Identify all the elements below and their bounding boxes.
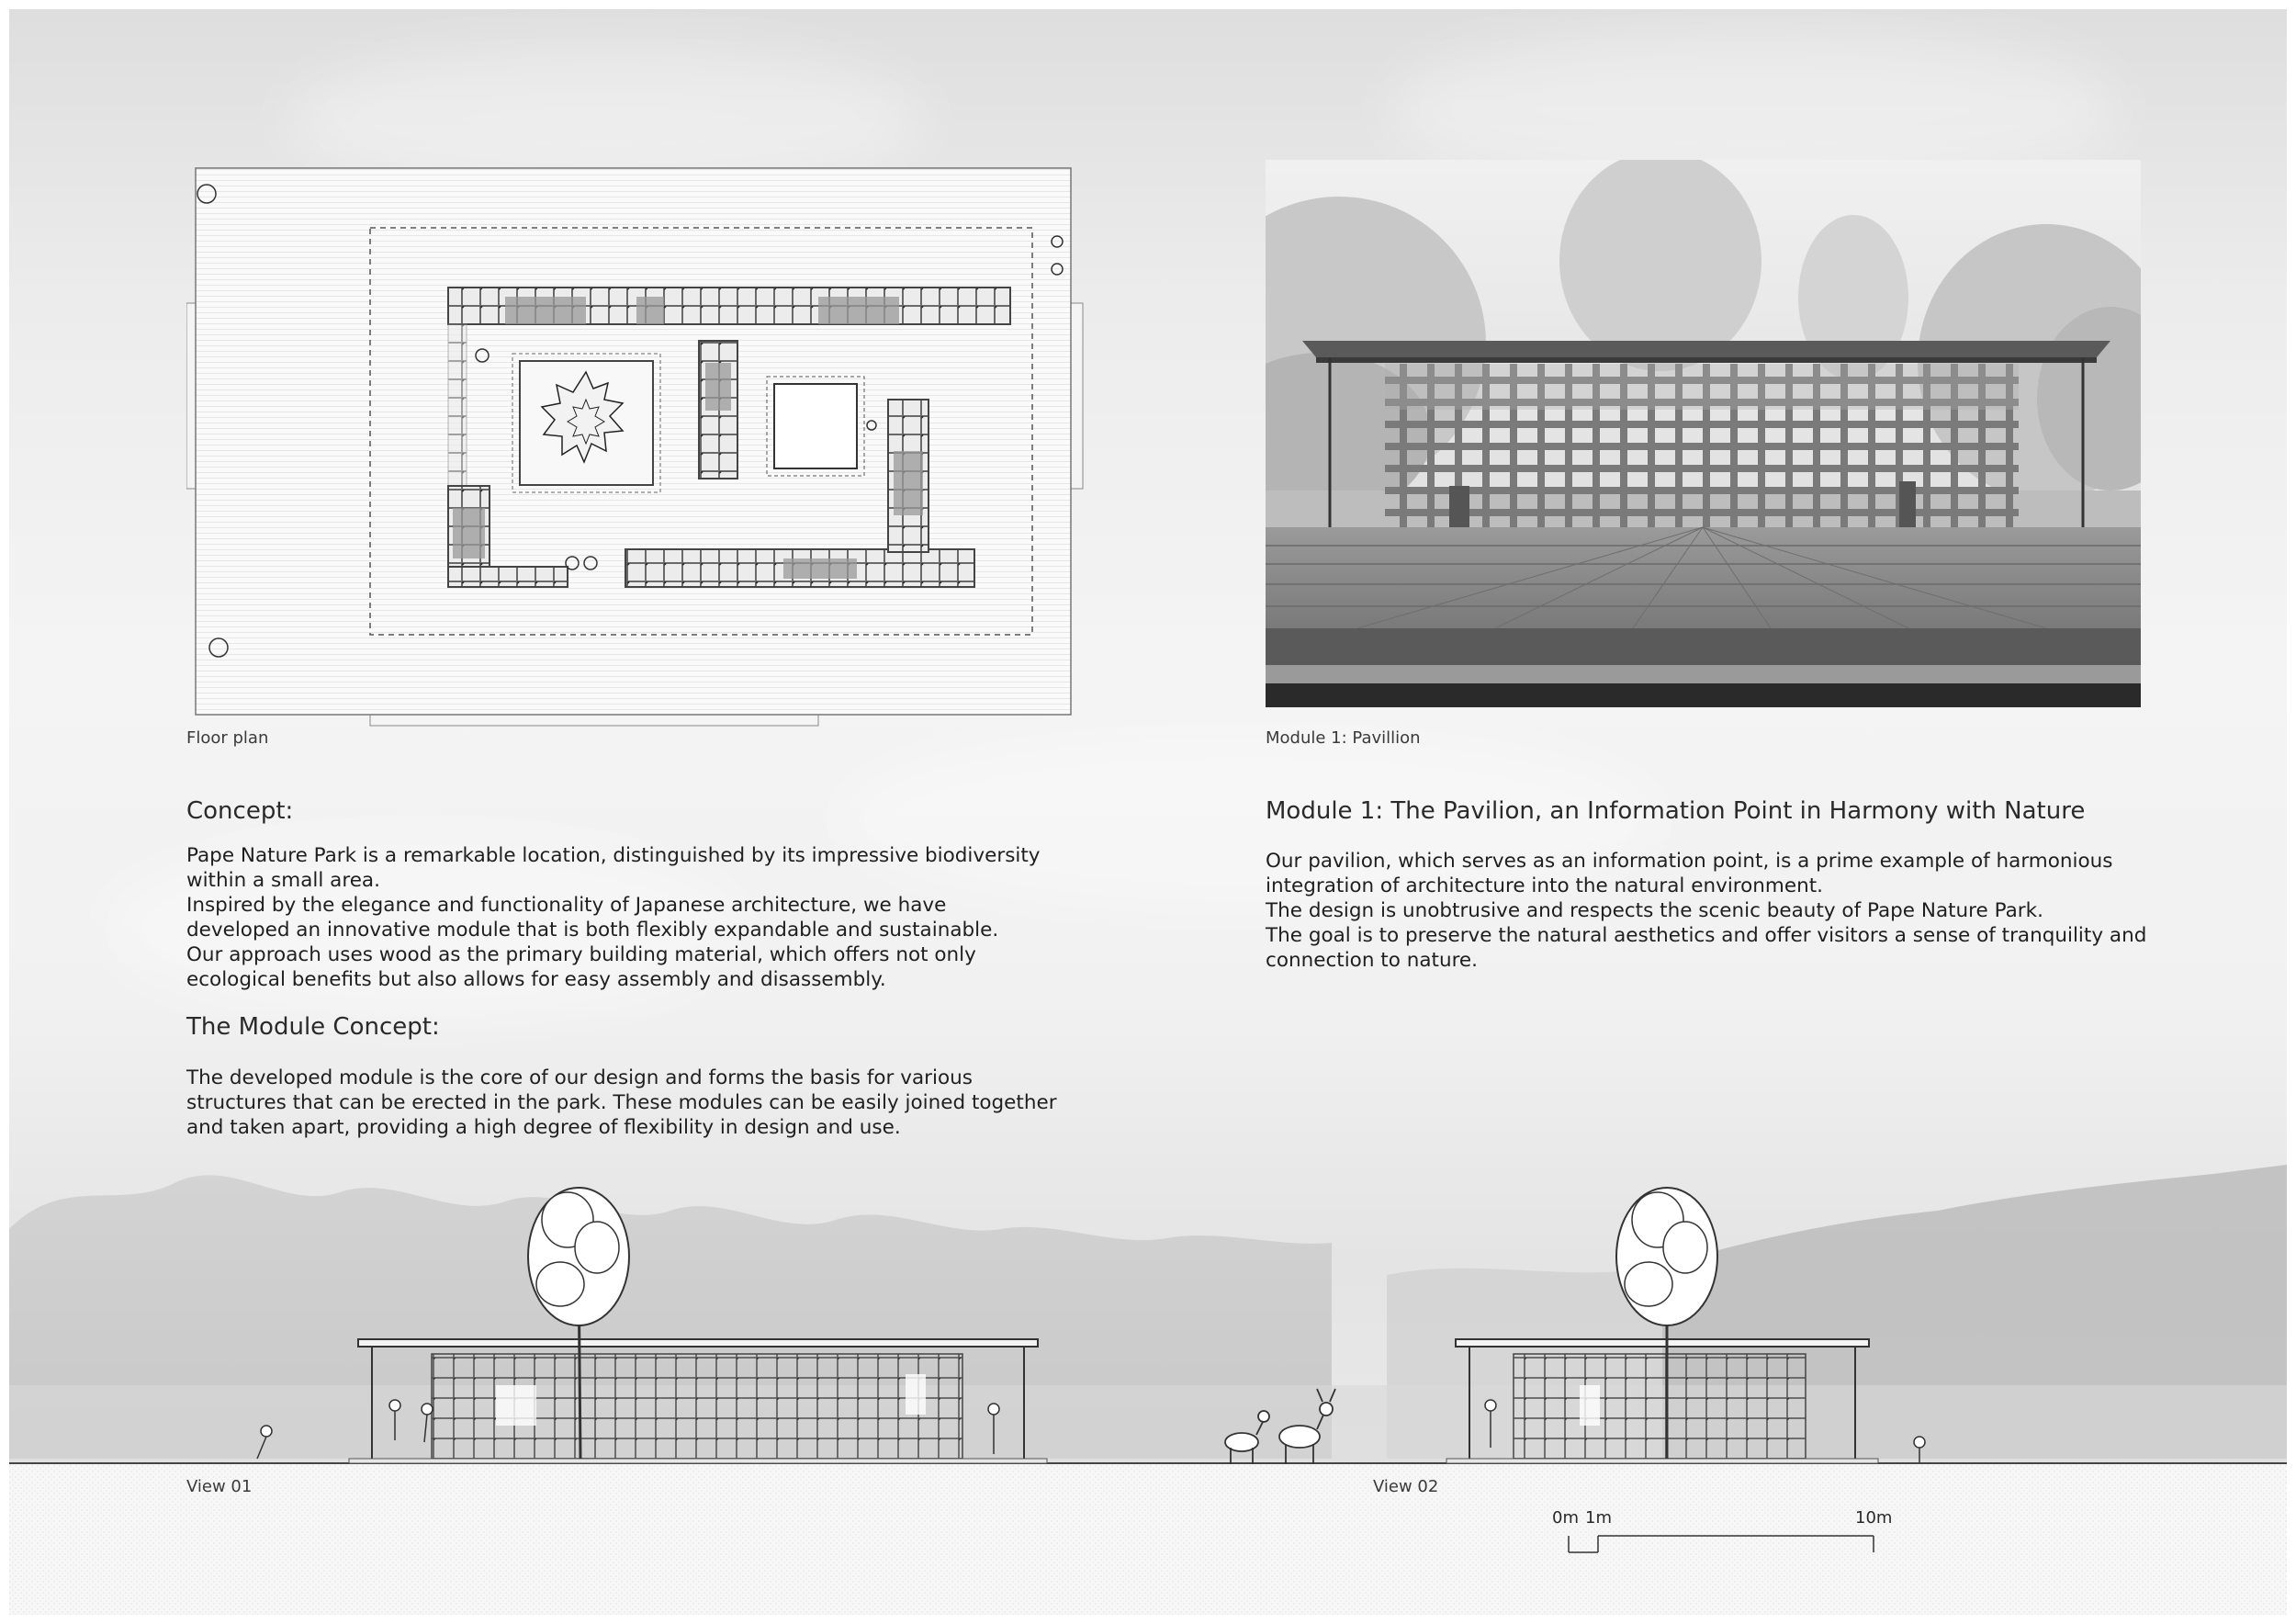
- module-concept-paragraph: [186, 1066, 1057, 1140]
- render-caption: Module 1: Pavillion: [1266, 728, 1421, 748]
- module1-paragraph: [1266, 849, 2146, 973]
- module1-line: Our pavilion, which serves as an information point, is a prime example of harmonious: [1266, 850, 2113, 873]
- view2-roof: [1456, 1339, 1869, 1347]
- concept-line: ecological benefits but also allows for easy assembly and disassembly.: [186, 968, 886, 991]
- module-row-bottom-left: [448, 567, 568, 587]
- module-panel: [783, 558, 857, 579]
- concept-line: developed an innovative module that is both flexibly expandable and sustainable.: [186, 919, 999, 942]
- module1-line: The goal is to preserve the natural aesthetics and offer visitors a sense of tranquility and: [1266, 924, 2147, 947]
- presentation-sheet: [9, 9, 2287, 1615]
- floor-opening: [774, 384, 857, 468]
- module1-line: connection to nature.: [1266, 949, 1478, 972]
- pavilion-render-image: [1266, 160, 2141, 707]
- module1-heading: Module 1: The Pavilion, an Information Point in Harmony with Nature: [1266, 797, 2086, 825]
- module-panel: [636, 297, 664, 324]
- module-concept-line: The developed module is the core of our design and forms the basis for various: [186, 1066, 973, 1089]
- module-panel: [505, 297, 586, 324]
- module-panel: [705, 363, 731, 411]
- view2-caption: View 02: [1373, 1477, 1439, 1496]
- view1-caption: View 01: [186, 1477, 253, 1496]
- module1-line: integration of architecture into the natural environment.: [1266, 874, 1823, 897]
- concept-line: within a small area.: [186, 869, 380, 892]
- scale-bar-lines: [1552, 1532, 1883, 1569]
- module-panel: [894, 451, 923, 515]
- view2-module-wall: [1514, 1354, 1806, 1459]
- module-concept-heading: The Module Concept:: [186, 1013, 440, 1041]
- scale-label-10: 10m: [1855, 1508, 1893, 1528]
- concept-line: Inspired by the elegance and functionality of Japanese architecture, we have: [186, 894, 947, 917]
- concept-line: Our approach uses wood as the primary building material, which offers not only: [186, 943, 976, 966]
- module-column-left: [448, 324, 467, 486]
- scale-label-0: 0m: [1552, 1508, 1579, 1528]
- landscape-elevation-drawing: [9, 1156, 2287, 1615]
- module-panel: [453, 508, 485, 558]
- concept-heading: Concept:: [186, 797, 294, 825]
- floor-plan-caption: Floor plan: [186, 728, 269, 748]
- concept-line: Pape Nature Park is a remarkable location, distinguished by its impressive biodiversity: [186, 844, 1041, 867]
- module-concept-line: structures that can be erected in the park. These modules can be easily joined together: [186, 1091, 1057, 1114]
- floor-plan-drawing: [186, 159, 1096, 738]
- view1-roof: [358, 1339, 1038, 1347]
- scale-label-1: 1m: [1585, 1508, 1612, 1528]
- module1-line: The design is unobtrusive and respects the scenic beauty of Pape Nature Park.: [1266, 899, 2043, 922]
- module-panel: [818, 297, 899, 324]
- module-concept-line: and taken apart, providing a high degree of flexibility in design and use.: [186, 1116, 901, 1139]
- concept-paragraph: [186, 843, 1041, 992]
